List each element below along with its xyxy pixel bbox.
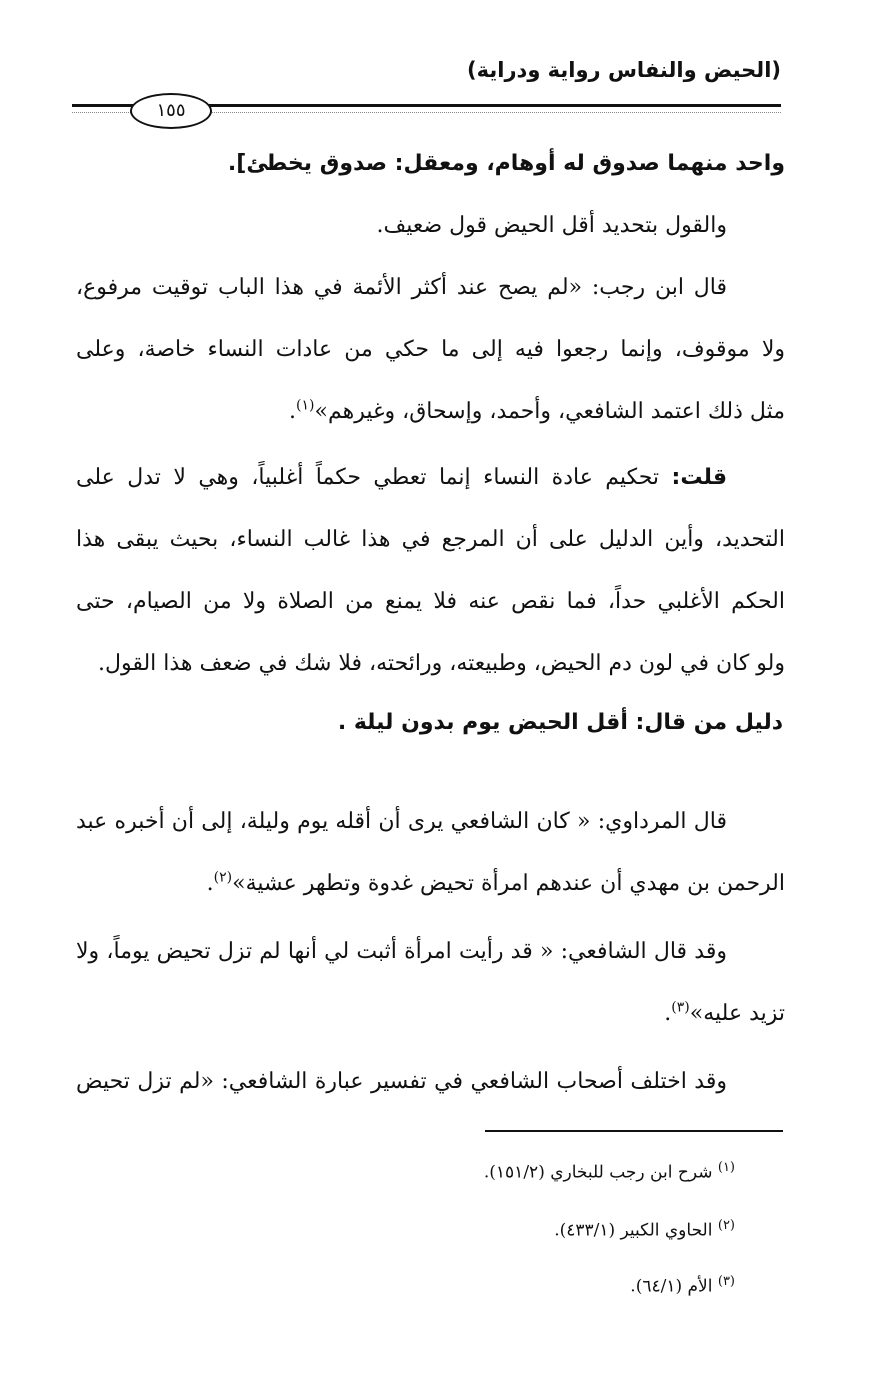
- note-label: قلت:: [671, 465, 727, 490]
- body-line-11: [76, 866, 785, 902]
- body-line-14: وقد اختلف أصحاب الشافعي في تفسير عبارة الشافعي: «لم تزل تحيض: [76, 1069, 727, 1094]
- body-line-4: ولا موقوف، وإنما رجعوا فيه إلى ما حكي من عادات النساء خاصة، وعلى: [76, 337, 785, 362]
- body-line-6: [76, 460, 727, 496]
- body-line-1: واحد منهما صدوق له أوهام، ومعقل: صدوق يخطئ].: [227, 151, 785, 176]
- body-line-11-end: .: [206, 871, 214, 896]
- body-line-13: [76, 996, 785, 1032]
- running-title: (الحيض والنفاس رواية ودراية): [467, 58, 781, 82]
- body-line-11-text: الرحمن بن مهدي أن عندهم امرأة تحيض غدوة وتطهر عشية»: [232, 871, 785, 896]
- footnote-2: [554, 1212, 735, 1245]
- footnote-ref-2: (٢): [213, 869, 233, 886]
- body-line-2: والقول بتحديد أقل الحيض قول ضعيف.: [376, 213, 727, 238]
- footnote-ref-3: (٣): [671, 999, 690, 1016]
- body-line-13-text: تزيد عليه»: [689, 1001, 785, 1026]
- body-line-7: التحديد، وأين الدليل على أن المرجع في هذا غالب النساء، بحيث يبقى هذا: [76, 527, 785, 552]
- body-line-6-text: تحكيم عادة النساء إنما تعطي حكماً أغلبياً، وهي لا تدل على: [76, 465, 660, 490]
- footnote-separator: [485, 1130, 783, 1132]
- body-line-9: ولو كان في لون دم الحيض، وطبيعته، ورائحته، فلا شك في ضعف هذا القول.: [97, 651, 785, 676]
- body-line-3: قال ابن رجب: «لم يصح عند أكثر الأئمة في هذا الباب توقيت مرفوع،: [76, 275, 727, 300]
- page-number: ١٥٥: [130, 93, 212, 129]
- body-line-8: الحكم الأغلبي حداً، فما نقص عنه فلا يمنع من الصلاة ولا من الصيام، حتى: [76, 589, 785, 614]
- footnote-ref-1: (١): [296, 397, 315, 414]
- section-heading: دليل من قال: أقل الحيض يوم بدون ليلة .: [337, 710, 783, 735]
- body-line-12: وقد قال الشافعي: « قد رأيت امرأة أثبت لي أنها لم تزل تحيض يوماً، ولا: [76, 939, 727, 964]
- footnote-2-mark: (٢): [717, 1218, 735, 1233]
- body-line-10: قال المرداوي: « كان الشافعي يرى أن أقله يوم وليلة، إلى أن أخبره عبد: [76, 809, 727, 834]
- body-line-13-end: .: [664, 1001, 672, 1026]
- footnote-3: [630, 1268, 735, 1301]
- body-line-5-text: مثل ذلك اعتمد الشافعي، وأحمد، وإسحاق، وغيرهم»: [314, 399, 785, 424]
- footnote-3-mark: (٣): [717, 1274, 735, 1289]
- body-line-5: [76, 394, 785, 430]
- footnote-1-mark: (١): [717, 1160, 735, 1175]
- footnote-1: [484, 1154, 735, 1187]
- footnote-3-text: الأم (٦٤/١).: [630, 1276, 713, 1297]
- body-line-5-end: .: [289, 399, 297, 424]
- footnote-1-text: شرح ابن رجب للبخاري (١٥١/٢).: [483, 1162, 713, 1183]
- footnote-2-text: الحاوي الكبير (٤٣٣/١).: [554, 1220, 713, 1241]
